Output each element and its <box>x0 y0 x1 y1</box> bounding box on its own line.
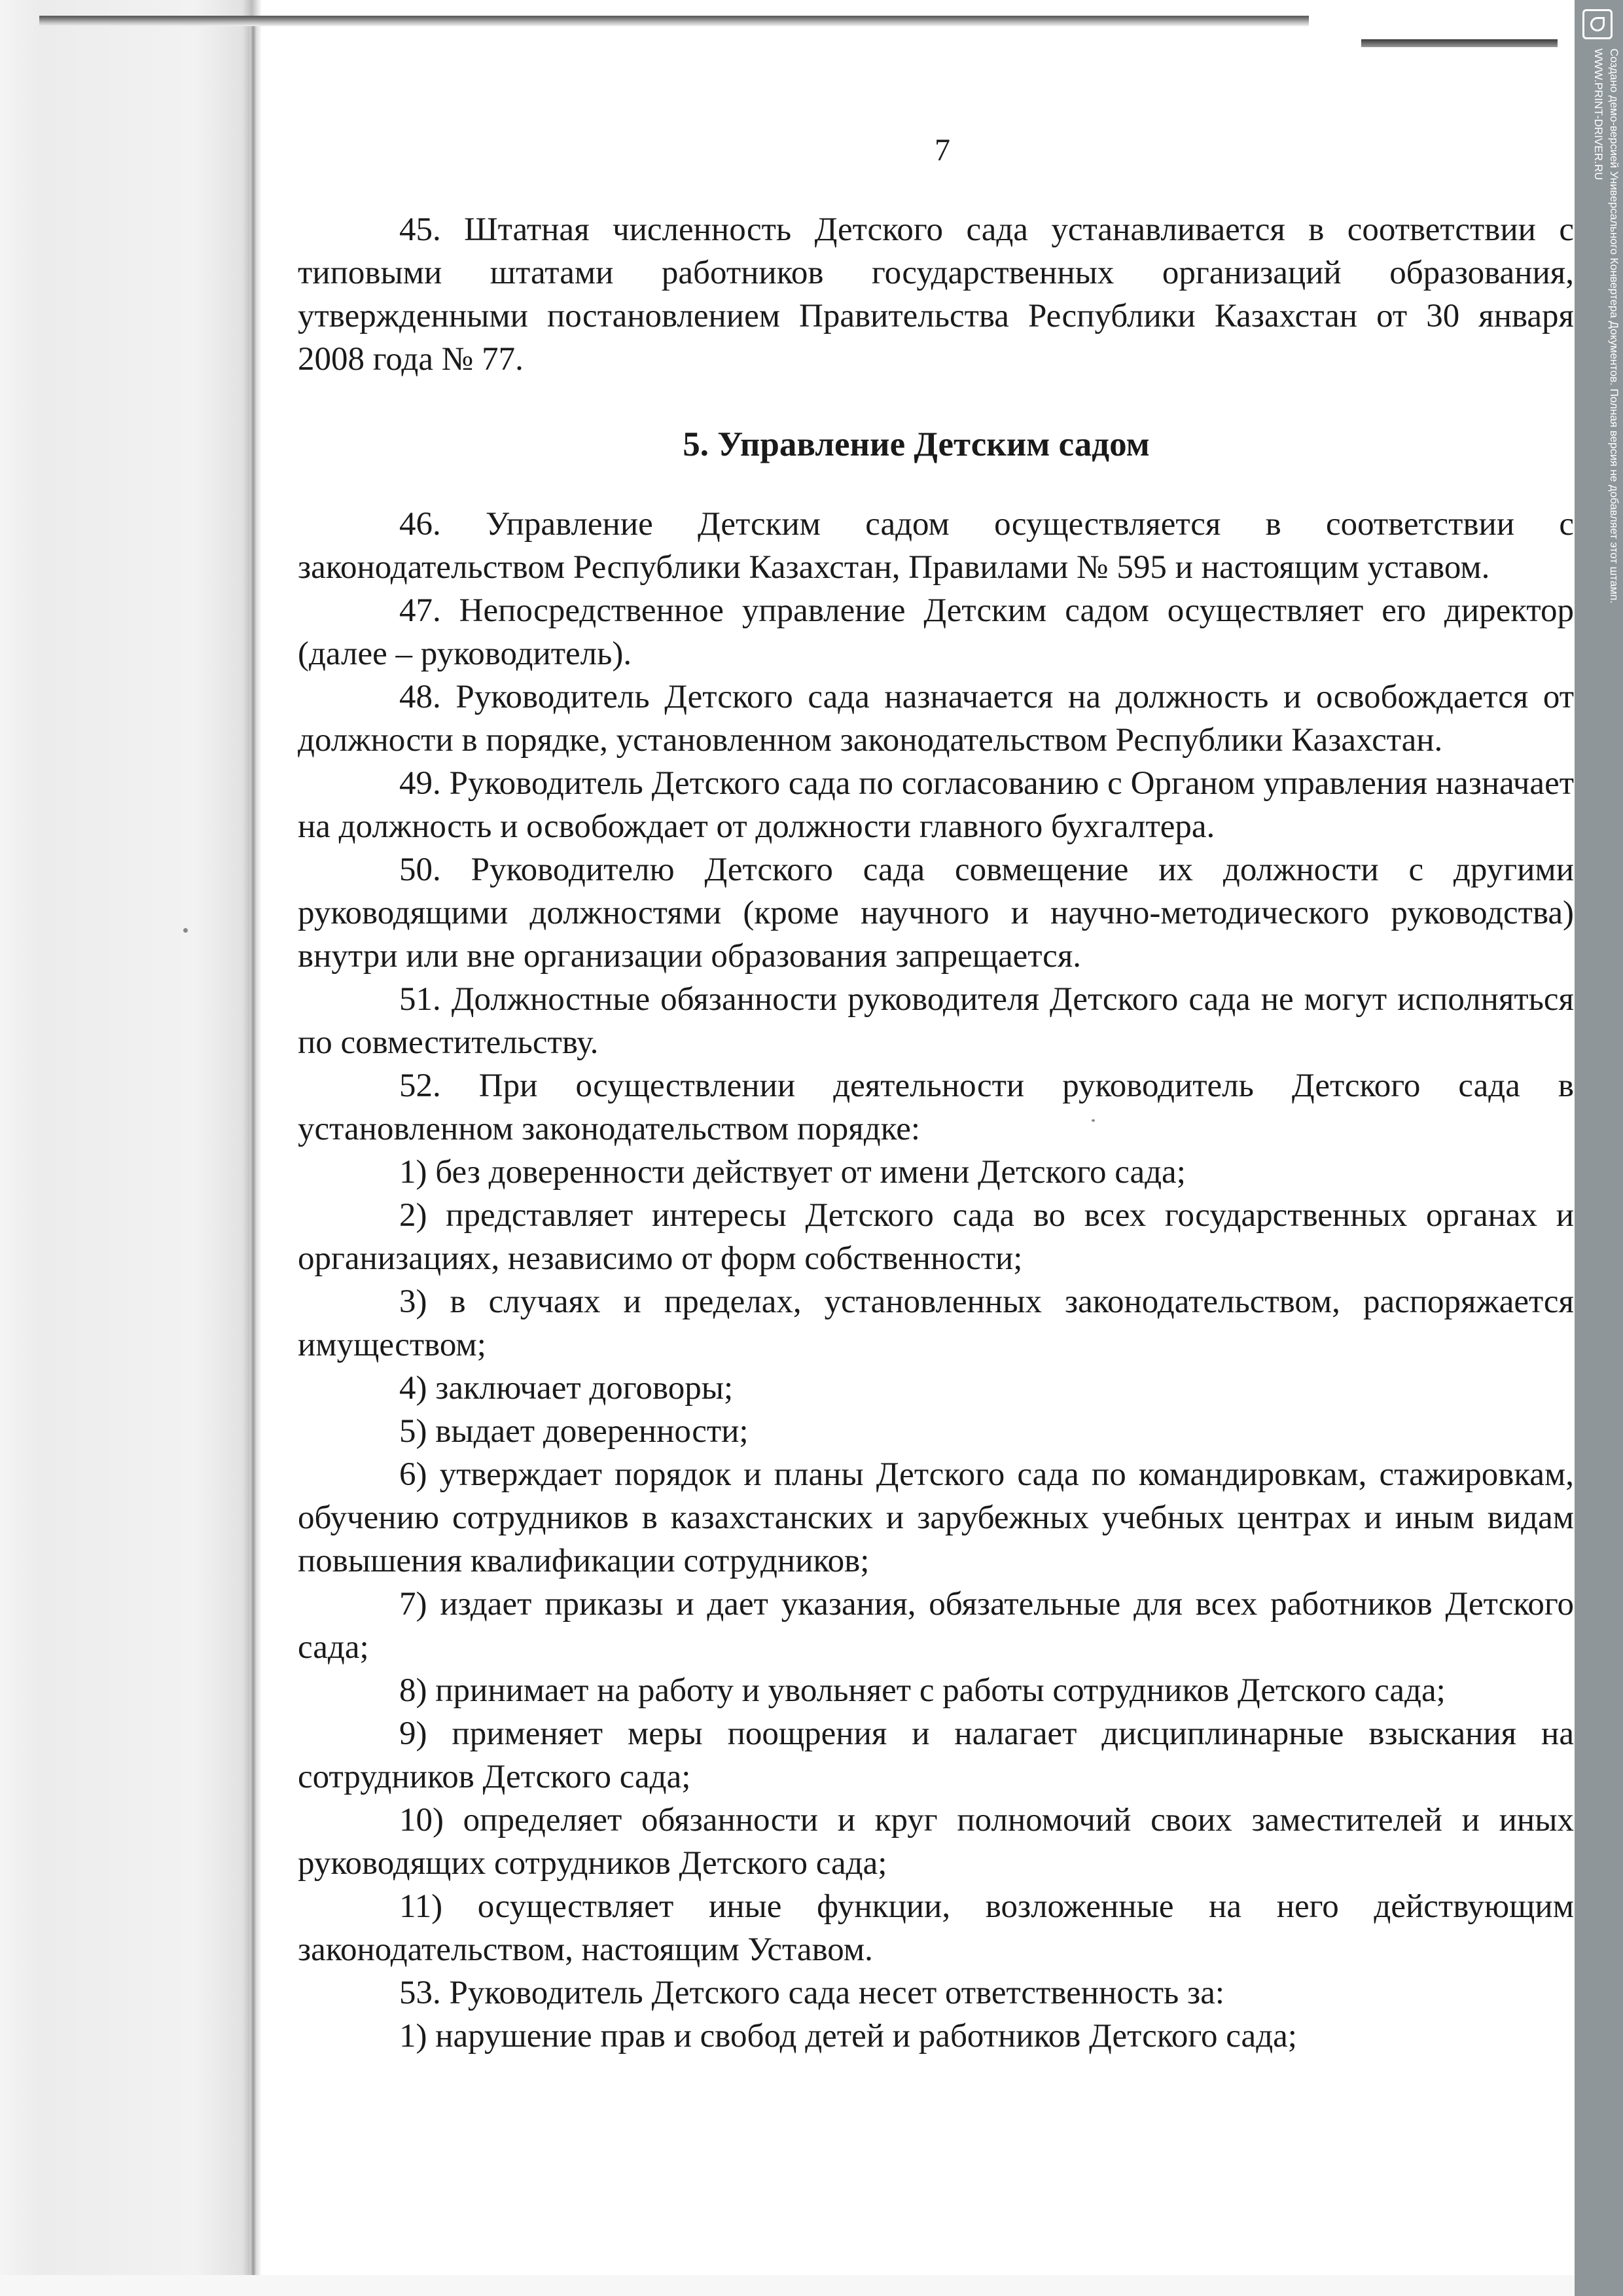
scan-gutter-shadow <box>0 0 262 2296</box>
page-number: 7 <box>935 133 950 168</box>
list-item: 3) в случаях и пределах, установленных законодательством, распоряжается имуществом; <box>298 1283 1574 1363</box>
list-item: 11) осуществляет иные функции, возложенные на него действующим законодательством, настоящим Уставом. <box>298 1888 1574 1968</box>
print-driver-logo-icon <box>1582 9 1613 39</box>
paragraph-50: 50. Руководителю Детского сада совмещение их должности с другими руководящими должностями (кроме научного и научно-методического руководства) внутри или вне организации образования запрещается. <box>298 852 1574 975</box>
paragraph-53: 53. Руководитель Детского сада несет ответственность за: <box>399 1975 1225 2011</box>
scan-binding-line <box>250 26 257 2278</box>
scan-speck <box>183 928 188 933</box>
watermark-line-1: Создано демо-версией Универсального Конвертера Документов. Полная версия не добавляет этот штамп. <box>1608 48 1620 604</box>
list-item: 1) без доверенности действует от имени Детского сада; <box>399 1154 1186 1191</box>
paragraph-47: 47. Непосредственное управление Детским садом осуществляет его директор (далее – руководитель). <box>298 592 1574 672</box>
scan-top-edge-right <box>1361 39 1558 47</box>
paragraph-46: 46. Управление Детским садом осуществляется в соответствии с законодательством Республики Казахстан, Правилами № 595 и настоящим уставом. <box>298 506 1574 586</box>
scan-bottom-edge <box>0 2275 1623 2296</box>
list-item: 5) выдает доверенности; <box>399 1413 749 1450</box>
paragraph-51: 51. Должностные обязанности руководителя Детского сада не могут исполняться по совместительству. <box>298 981 1574 1061</box>
paragraph-49: 49. Руководитель Детского сада по согласованию с Органом управления назначает на должность и освобождает от должности главного бухгалтера. <box>298 765 1574 845</box>
list-item: 4) заключает договоры; <box>399 1370 734 1407</box>
list-item: 8) принимает на работу и увольняет с работы сотрудников Детского сада; <box>399 1672 1446 1709</box>
watermark-line-2: WWW.PRINT-DRIVER.RU <box>1592 48 1605 181</box>
document-body <box>298 208 1574 2058</box>
paragraph-52: 52. При осуществлении деятельности руководитель Детского сада в установленном законодательством порядке: <box>298 1067 1574 1147</box>
watermark-text <box>1590 48 1622 834</box>
list-item: 7) издает приказы и дает указания, обязательные для всех работников Детского сада; <box>298 1586 1574 1666</box>
paragraph-48: 48. Руководитель Детского сада назначается на должность и освобождается от должности в порядке, установленном законодательством Республики Казахстан. <box>298 679 1574 759</box>
list-item: 10) определяет обязанности и круг полномочий своих заместителей и иных руководящих сотрудников Детского сада; <box>298 1802 1574 1882</box>
watermark-sidebar <box>1575 0 1623 2296</box>
scan-top-edge <box>39 16 1309 26</box>
section-heading: 5. Управление Детским садом <box>683 425 1150 463</box>
list-item: 1) нарушение прав и свобод детей и работников Детского сада; <box>399 2018 1297 2054</box>
paragraph-45: 45. Штатная численность Детского сада устанавливается в соответствии с типовыми штатами работников государственных организаций образования, утвержденными постановлением Правительства Республики Казахстан от 30 января 2008 года № 77. <box>298 211 1574 378</box>
list-item: 6) утверждает порядок и планы Детского сада по командировкам, стажировкам, обучению сотрудников в казахстанских и зарубежных учебных центрах и иным видам повышения квалификации сотрудников; <box>298 1456 1574 1579</box>
list-item: 9) применяет меры поощрения и налагает дисциплинарные взыскания на сотрудников Детского сада; <box>298 1715 1574 1795</box>
list-item: 2) представляет интересы Детского сада во всех государственных органах и организациях, независимо от форм собственности; <box>298 1197 1574 1277</box>
